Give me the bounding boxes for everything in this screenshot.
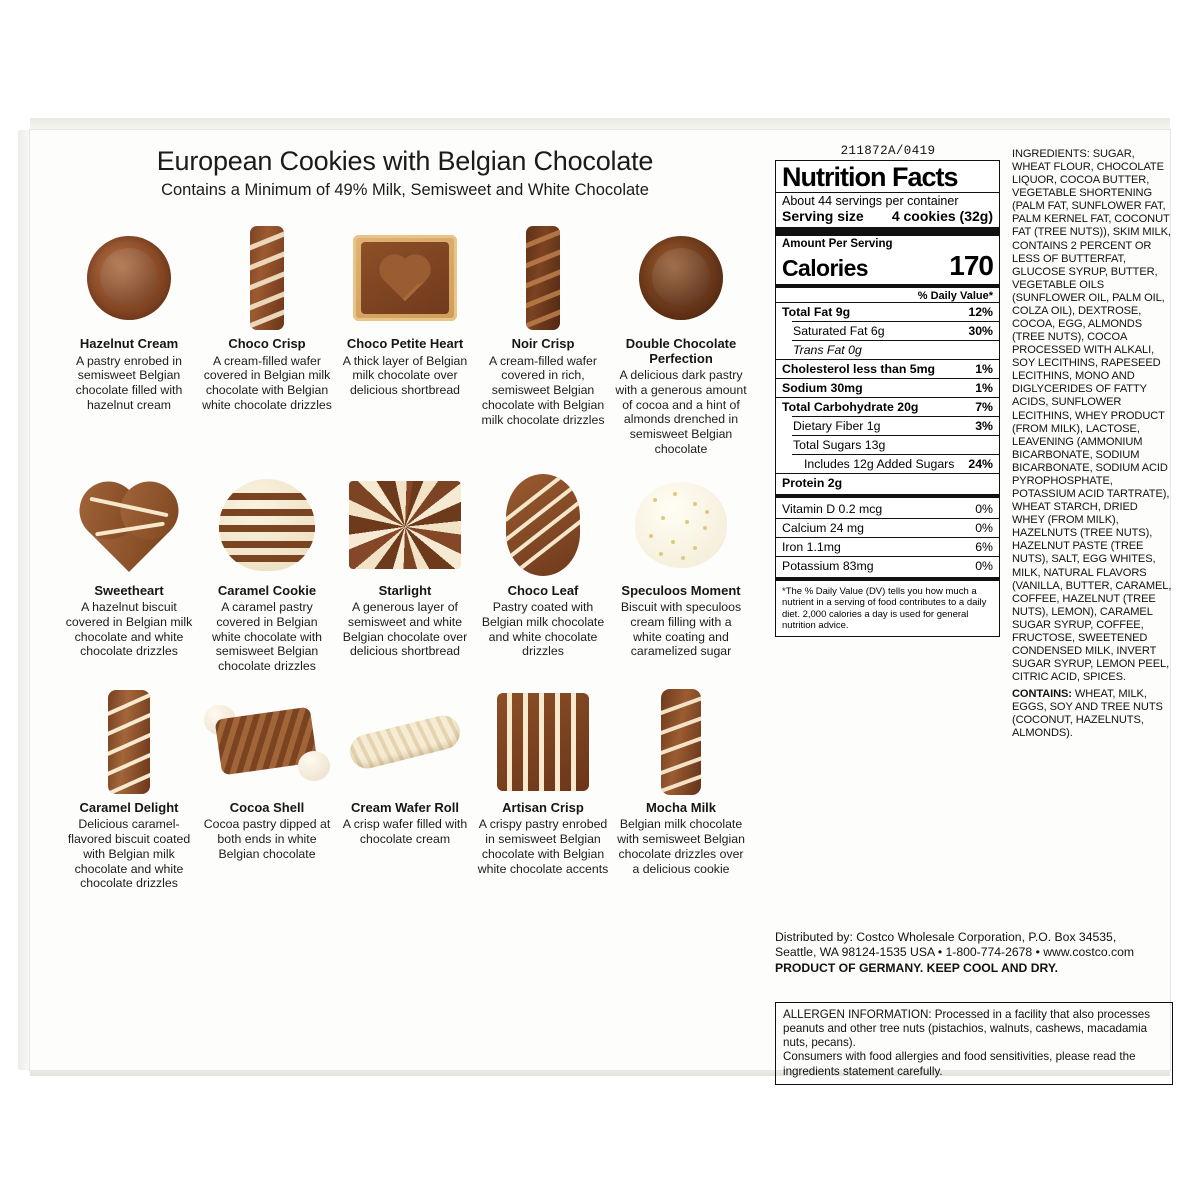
- amount-per-serving-label: Amount Per Serving: [782, 237, 893, 250]
- cookie-name: Caramel Delight: [79, 799, 179, 815]
- list-item: [474, 471, 612, 674]
- nutrient-dv: 3%: [975, 418, 993, 433]
- allergen-info-box: [775, 1002, 1173, 1085]
- cookie-name: Artisan Crisp: [502, 799, 584, 815]
- ingredients-heading: INGREDIENTS:: [1012, 148, 1090, 160]
- calories-value: 170: [949, 249, 993, 281]
- cookie-description: Delicious caramel-flavored biscuit coated with Belgian milk chocolate and white chocolate drizzles: [67, 817, 191, 891]
- cookie-description: A caramel pastry covered in Belgian white chocolate with semisweet Belgian chocolate drizzles: [211, 600, 323, 674]
- product-origin: PRODUCT OF GERMANY. KEEP COOL AND DRY.: [775, 960, 1059, 975]
- cookie-name: Cream Wafer Roll: [351, 799, 459, 815]
- list-item: [474, 688, 612, 891]
- nutrient-label: Includes 12g Added Sugars: [804, 456, 955, 471]
- cookie-name: Hazelnut Cream: [79, 336, 179, 351]
- daily-value-header: % Daily Value*: [917, 289, 993, 302]
- nutrient-dv: 0%: [975, 501, 993, 516]
- cookie-name: Caramel Cookie: [217, 582, 317, 598]
- contains-heading: CONTAINS:: [1012, 688, 1072, 701]
- nutrient-dv: 7%: [975, 399, 993, 414]
- product-showcase: [60, 146, 750, 1051]
- daily-value-footnote: *The % Daily Value (DV) tells you how much a nutrient in a serving of food contributes to a daily diet. 2,000 calories a day is used for general nutrition advice.: [782, 585, 987, 632]
- nutrient-label: Iron 1.1mg: [782, 539, 841, 554]
- nutrient-label: Dietary Fiber 1g: [793, 418, 881, 433]
- cookie-image-choco-leaf: [506, 471, 580, 579]
- table-row: [782, 557, 993, 575]
- list-item: [474, 224, 612, 457]
- ingredients-text: SUGAR, WHEAT FLOUR, CHOCOLATE LIQUOR, COCOA BUTTER, VEGETABLE SHORTENING (PALM FAT, SUNFLOWER FAT, PALM KERNEL FAT, COCONUT FAT (TREE NUTS)), SKIM MILK, CONTAINS 2 PERCENT OR LESS OF BUTTERFAT, GLUCOSE SYRUP, BUTTER, VEGETABLE OILS (SUNFLOWER OIL, PALM OIL, COLZA OIL), DEXTROSE, COCOA, EGG, ALMONDS (TREE NUTS), COCOA PROCESSED WITH ALKALI, SOY LECITHINS, RAPESEED LECITHINS, MONO AND DIGLYCERIDES OF FATTY ACIDS, SUNFLOWER LECITHINS, WHEY PRODUCT (FROM MILK), LACTOSE, LEAVENING (AMMONIUM BICARBONATE, SODIUM BICARBONATE, SODIUM ACID PYROPHOSPHATE, POTASSIUM ACID TARTRATE), WHEAT STARCH, DRIED WHEY (FROM MILK), HAZELNUTS (TREE NUTS), HAZELNUT PASTE (TREE NUTS), SALT, EGG WHITES, MILK, NATURAL FLAVORS (VANILLA, BUTTER, CARAMEL, COFFEE, HAZELNUT (TREE NUTS), LEMON), CARAMEL SUGAR SYRUP, COFFEE, FRUCTOSE, SWEETENED CONDENSED MILK, INVERT SUGAR SYRUP, LEMON PEEL, CITRIC ACID, SPICES.: [1012, 148, 1172, 684]
- nutrient-dv: 1%: [975, 361, 993, 376]
- nutrient-label: Calcium 24 mg: [782, 520, 865, 535]
- cookie-name: Choco Petite Heart: [346, 336, 464, 351]
- list-item: [336, 471, 474, 674]
- cookie-image-hazelnut-cream: [87, 224, 171, 332]
- list-item: [60, 224, 198, 457]
- contains-text: WHEAT, MILK, EGGS, SOY AND TREE NUTS (COCONUT, HAZELNUTS, ALMONDS).: [1012, 688, 1163, 740]
- cookie-description: A cream-filled wafer covered in Belgian milk chocolate with Belgian white chocolate drizzles: [202, 353, 332, 412]
- cookie-name: Starlight: [378, 582, 432, 598]
- cookie-name: Cocoa Shell: [229, 799, 305, 815]
- nutrient-dv: 1%: [975, 380, 993, 395]
- list-item: [198, 224, 336, 457]
- cookie-description: A pastry enrobed in semisweet Belgian chocolate filled with hazelnut cream: [75, 353, 183, 412]
- distributor-block: [775, 930, 1173, 976]
- cookie-image-caramel-delight: [108, 688, 150, 796]
- nutrient-dv: 0%: [975, 558, 993, 573]
- cookie-image-cream-wafer-roll: [349, 688, 461, 796]
- table-row: [782, 417, 993, 435]
- list-item: [60, 688, 198, 891]
- table-row: [782, 436, 993, 454]
- cookie-image-sweetheart: [81, 471, 177, 579]
- cookie-description: A generous layer of semisweet and white Belgian chocolate over delicious shortbread: [342, 600, 468, 659]
- nutrient-dv: 0%: [975, 520, 993, 535]
- cookie-name: Double Chocolate Perfection: [625, 336, 737, 366]
- allergen-line-1: ALLERGEN INFORMATION: Processed in a facility that also processes peanuts and other tree nuts (pistachios, walnuts, cashews, macadamia nuts, pecans).: [783, 1008, 1151, 1050]
- serving-size-row: [782, 208, 993, 224]
- cookie-name: Mocha Milk: [645, 799, 717, 815]
- table-row: [782, 519, 993, 537]
- cookie-image-choco-crisp: [250, 224, 284, 332]
- cookie-name: Sweetheart: [94, 582, 164, 598]
- allergen-line-2: Consumers with food allergies and food sensitivities, please read the ingredients statement carefully.: [783, 1050, 1136, 1078]
- page-title: European Cookies with Belgian Chocolate: [156, 146, 654, 176]
- cookie-image-speculoos-moment: [635, 471, 727, 579]
- table-row: [782, 322, 993, 340]
- nutrition-facts-panel: [775, 160, 1000, 637]
- table-row: [782, 474, 993, 492]
- contains-block: [1012, 688, 1172, 740]
- cookie-description: A delicious dark pastry with a generous amount of cocoa and a hint of almonds drenched in semisweet Belgian chocolate: [615, 368, 747, 456]
- nutrient-label: Cholesterol less than 5mg: [782, 361, 936, 376]
- cookie-grid: [60, 224, 750, 891]
- list-item: [60, 471, 198, 674]
- list-item: [612, 688, 750, 891]
- nutrient-label: Vitamin D 0.2 mcg: [782, 501, 883, 516]
- cookie-description: Belgian milk chocolate with semisweet Belgian chocolate drizzles over a delicious cookie: [617, 817, 745, 876]
- cookie-name: Noir Crisp: [511, 336, 575, 351]
- table-row: [782, 500, 993, 518]
- nutrient-label: Protein 2g: [782, 475, 843, 490]
- list-item: [612, 471, 750, 674]
- cookie-name: Choco Crisp: [228, 336, 306, 351]
- table-row: [782, 455, 993, 473]
- ingredients-block: [1012, 148, 1172, 741]
- cookie-row: [60, 224, 750, 457]
- cookie-description: Biscuit with speculoos cream filling with a white coating and caramelized sugar: [620, 600, 742, 659]
- cookie-description: A hazelnut biscuit covered in Belgian milk chocolate and white chocolate drizzles: [65, 600, 193, 659]
- nutrient-label: Trans Fat 0g: [793, 342, 862, 357]
- list-item: [198, 471, 336, 674]
- cookie-name: Speculoos Moment: [621, 582, 741, 598]
- table-row: [782, 379, 993, 397]
- cookie-description: A crisp wafer filled with chocolate cream: [342, 817, 468, 847]
- distributor-line-1: Distributed by: Costco Wholesale Corporation, P.O. Box 34535,: [775, 930, 1117, 944]
- lot-code: 211872A/0419: [840, 144, 936, 158]
- nutrient-dv: 30%: [968, 323, 993, 338]
- cookie-image-noir-crisp: [526, 224, 560, 332]
- list-item: [198, 688, 336, 891]
- cookie-name: Choco Leaf: [507, 582, 579, 598]
- nutrient-label: Potassium 83mg: [782, 558, 874, 573]
- cookie-description: A cream-filled wafer covered in rich, semisweet Belgian chocolate with Belgian milk chocolate drizzles: [481, 353, 605, 427]
- servings-per-container: About 44 servings per container: [782, 193, 959, 208]
- cookie-image-choco-petite-heart: [353, 224, 457, 332]
- nutrient-label: Total Sugars 13g: [793, 437, 886, 452]
- cookie-description: A crispy pastry enrobed in semisweet Belgian chocolate with Belgian white chocolate accents: [477, 817, 609, 876]
- list-item: [336, 688, 474, 891]
- table-row: [782, 398, 993, 416]
- cookie-image-double-chocolate-perfection: [639, 224, 723, 332]
- nutrient-label: Total Fat 9g: [782, 304, 851, 319]
- cookie-description: A thick layer of Belgian milk chocolate over delicious shortbread: [342, 353, 468, 398]
- calories-row: [782, 250, 993, 282]
- table-row: [782, 538, 993, 556]
- nutrient-label: Saturated Fat 6g: [793, 323, 885, 338]
- calories-label: Calories: [782, 254, 868, 281]
- serving-size-value: 4 cookies (32g): [891, 207, 993, 224]
- package-back-panel: [30, 130, 1172, 1078]
- cookie-image-artisan-crisp: [497, 688, 589, 796]
- cookie-image-cocoa-shell: [204, 688, 330, 796]
- list-item: [336, 224, 474, 457]
- table-row: [782, 360, 993, 378]
- nutrient-dv: 12%: [968, 304, 993, 319]
- distributor-line-2: Seattle, WA 98124-1535 USA • 1-800-774-2678 • www.costco.com: [775, 945, 1135, 960]
- nutrient-label: Sodium 30mg: [782, 380, 863, 395]
- cookie-image-mocha-milk: [661, 688, 701, 796]
- cookie-description: Pastry coated with Belgian milk chocolate and white chocolate drizzles: [481, 600, 605, 659]
- nutrient-dv: 24%: [968, 456, 993, 471]
- nutrient-dv: 6%: [975, 539, 993, 554]
- cookie-image-caramel-cookie: [219, 471, 315, 579]
- table-row: [782, 303, 993, 321]
- nutrient-label: Total Carbohydrate 20g: [782, 399, 919, 414]
- cookie-description: Cocoa pastry dipped at both ends in white Belgian chocolate: [203, 817, 331, 861]
- cookie-image-starlight: [349, 471, 461, 579]
- cookie-row: [60, 688, 750, 891]
- page-subtitle: Contains a Minimum of 49% Milk, Semisweet and White Chocolate: [161, 181, 649, 199]
- list-item: [612, 224, 750, 457]
- serving-size-label: Serving size: [782, 207, 864, 224]
- cookie-row: [60, 471, 750, 674]
- table-row: [782, 341, 993, 359]
- nutrition-title: Nutrition Facts: [782, 162, 958, 192]
